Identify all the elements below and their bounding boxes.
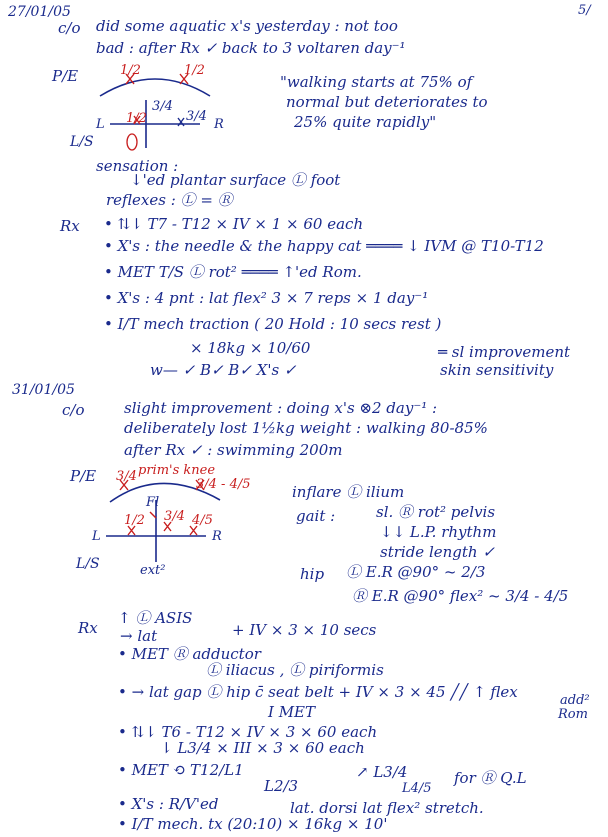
entry1-dia-half-center: 1/2: [126, 111, 147, 126]
entry2-rx-item-7: add²: [560, 693, 590, 708]
entry2-pe-label: P/E: [70, 467, 97, 485]
entry1-rx-item-6: × 18kg × 10/60: [190, 339, 311, 357]
entry1-ls-label: L/S: [70, 134, 94, 150]
entry2-rx-item-14: ↗ L3/4: [356, 763, 408, 781]
entry1-quote-line2: normal but deteriorates to: [286, 93, 488, 111]
entry1-rx-item-5: • I/T mech traction ( 20 Hold : 10 secs rest ): [104, 315, 442, 333]
entry2-dia-fl: Fl: [146, 495, 160, 510]
entry2-dia-mid-center: 3/4: [164, 509, 185, 524]
entry2-rx-item-18: lat. dorsi lat flex² stretch.: [290, 799, 484, 817]
entry1-sensation-detail: ↓'ed plantar surface Ⓛ foot: [130, 171, 341, 189]
entry2-dia-top-left: 3/4: [116, 469, 137, 484]
entry2-inflare: inflare Ⓛ ilium: [292, 483, 405, 501]
entry1-rx-item-3: • MET T/S Ⓛ rot² ════ ↑'ed Rom.: [104, 263, 362, 281]
entry1-complaint-line1: did some aquatic x's yesterday : not too: [96, 17, 398, 35]
entry2-rx-item-3: + IV × 3 × 10 secs: [232, 621, 377, 639]
entry2-dia-right-circle: R: [212, 529, 222, 544]
entry1-quote-line1: "walking starts at 75% of: [280, 73, 473, 91]
entry2-rx-item-10: • ⇅⇂ T6 - T12 × IV × 3 × 60 each: [118, 723, 378, 741]
entry2-complaint-line1: slight improvement : doing x's ⊗2 day⁻¹ :: [124, 399, 438, 417]
entry2-rx-item-5: Ⓛ iliacus , Ⓛ piriformis: [206, 661, 384, 679]
entry2-rx-item-6: • → lat gap Ⓛ hip c̄ seat belt + IV × 3 × 45 ╱╱ ↑ flex: [118, 683, 518, 701]
entry2-rx-item-9: I MET: [268, 703, 316, 721]
entry2-hip-1: Ⓛ E.R @90° ~ 2/3: [346, 563, 486, 581]
entry2-hip-label: hip: [300, 565, 325, 583]
entry2-gait-2: ↓↓ L.P. rhythm: [380, 523, 497, 541]
entry1-quote-line3: 25% quite rapidly": [294, 113, 437, 131]
entry2-rx-item-4: • MET Ⓡ adductor: [118, 645, 261, 663]
entry2-gait-label: gait :: [296, 507, 336, 525]
entry2-rx-item-1: ↑ Ⓛ ASIS: [118, 609, 193, 627]
entry2-gait-1: sl. Ⓡ rot² pelvis: [376, 503, 496, 521]
entry2-dia-top-right: 3/4 - 4/5: [196, 477, 251, 492]
entry1-rx-item-9: skin sensitivity: [440, 361, 554, 379]
entry1-dia-three-quarter-right: 3/4: [186, 109, 207, 124]
entry2-complaint-line3: after Rx ✓ : swimming 200m: [124, 441, 343, 459]
entry1-dia-right-circle: R: [214, 117, 224, 132]
entry2-dia-left-circle: L: [92, 529, 101, 544]
entry2-rx-item-17: • X's : R/V'ed: [118, 795, 219, 813]
entry2-date: 31/01/05: [12, 382, 75, 398]
entry1-reflexes: reflexes : Ⓛ = Ⓡ: [106, 191, 233, 209]
entry1-rx-item-8: ═ sl improvement: [438, 343, 571, 361]
entry1-rx-item-7: w— ✓ B✓ B✓ X's ✓: [150, 361, 297, 379]
entry2-rx-item-16: for Ⓡ Q.L: [454, 769, 527, 787]
entry1-sensation-label: sensation :: [96, 157, 179, 175]
entry1-date: 27/01/05: [8, 4, 71, 20]
entry2-rx-item-2: → lat: [120, 627, 158, 645]
entry2-rx-item-19: • I/T mech. tx (20:10) × 16kg × 10': [118, 815, 388, 833]
entry2-rx-item-8: Rom: [558, 707, 588, 722]
entry2-rx-item-12: • MET ⟲ T12/L1: [118, 761, 244, 779]
entry1-dia-three-quarter: 3/4: [152, 99, 173, 114]
entry1-rx-item-2: • X's : the needle & the happy cat ════ ↓ IVM @ T10-T12: [104, 237, 544, 255]
entry2-complaint-line2: deliberately lost 1½kg weight : walking 80-85%: [124, 419, 488, 437]
entry1-co-label: c/o: [58, 19, 81, 37]
entry1-pe-label: P/E: [52, 67, 79, 85]
entry2-hip-2: Ⓡ E.R @90° flex² ~ 3/4 - 4/5: [352, 587, 569, 605]
entry1-rx-item-1: • ⇅⇂ T7 - T12 × IV × 1 × 60 each: [104, 215, 364, 233]
entry2-co-label: c/o: [62, 401, 85, 419]
entry2-rx-item-11: ⇂ L3/4 × III × 3 × 60 each: [160, 739, 365, 757]
entry2-rx-item-15: L4/5: [402, 781, 432, 796]
entry2-rx-item-13: L2/3: [264, 777, 299, 795]
entry2-dia-mid-left: 1/2: [124, 513, 145, 528]
entry2-prim-knee: prim's knee: [138, 463, 216, 478]
entry2-rx-label: Rx: [78, 619, 98, 637]
entry1-rx-item-4: • X's : 4 pnt : lat flex² 3 × 7 reps × 1 day⁻¹: [104, 289, 429, 307]
entry2-dia-ext: ext²: [140, 563, 166, 578]
entry2-dia-mid-right: 4/5: [192, 513, 213, 528]
entry1-rx-label: Rx: [60, 217, 80, 235]
entry2-ls-label: L/S: [76, 556, 100, 572]
entry1-dia-left-half: 1/2: [120, 63, 141, 78]
entry1-dia-left-circle: L: [96, 117, 105, 132]
entry1-dia-right-half: 1/2: [184, 63, 205, 78]
entry2-gait-3: stride length ✓: [380, 543, 495, 561]
entry1-complaint-line2: bad : after Rx ✓ back to 3 voltaren day⁻¹: [96, 39, 406, 57]
page-mark: 5/: [578, 3, 591, 18]
